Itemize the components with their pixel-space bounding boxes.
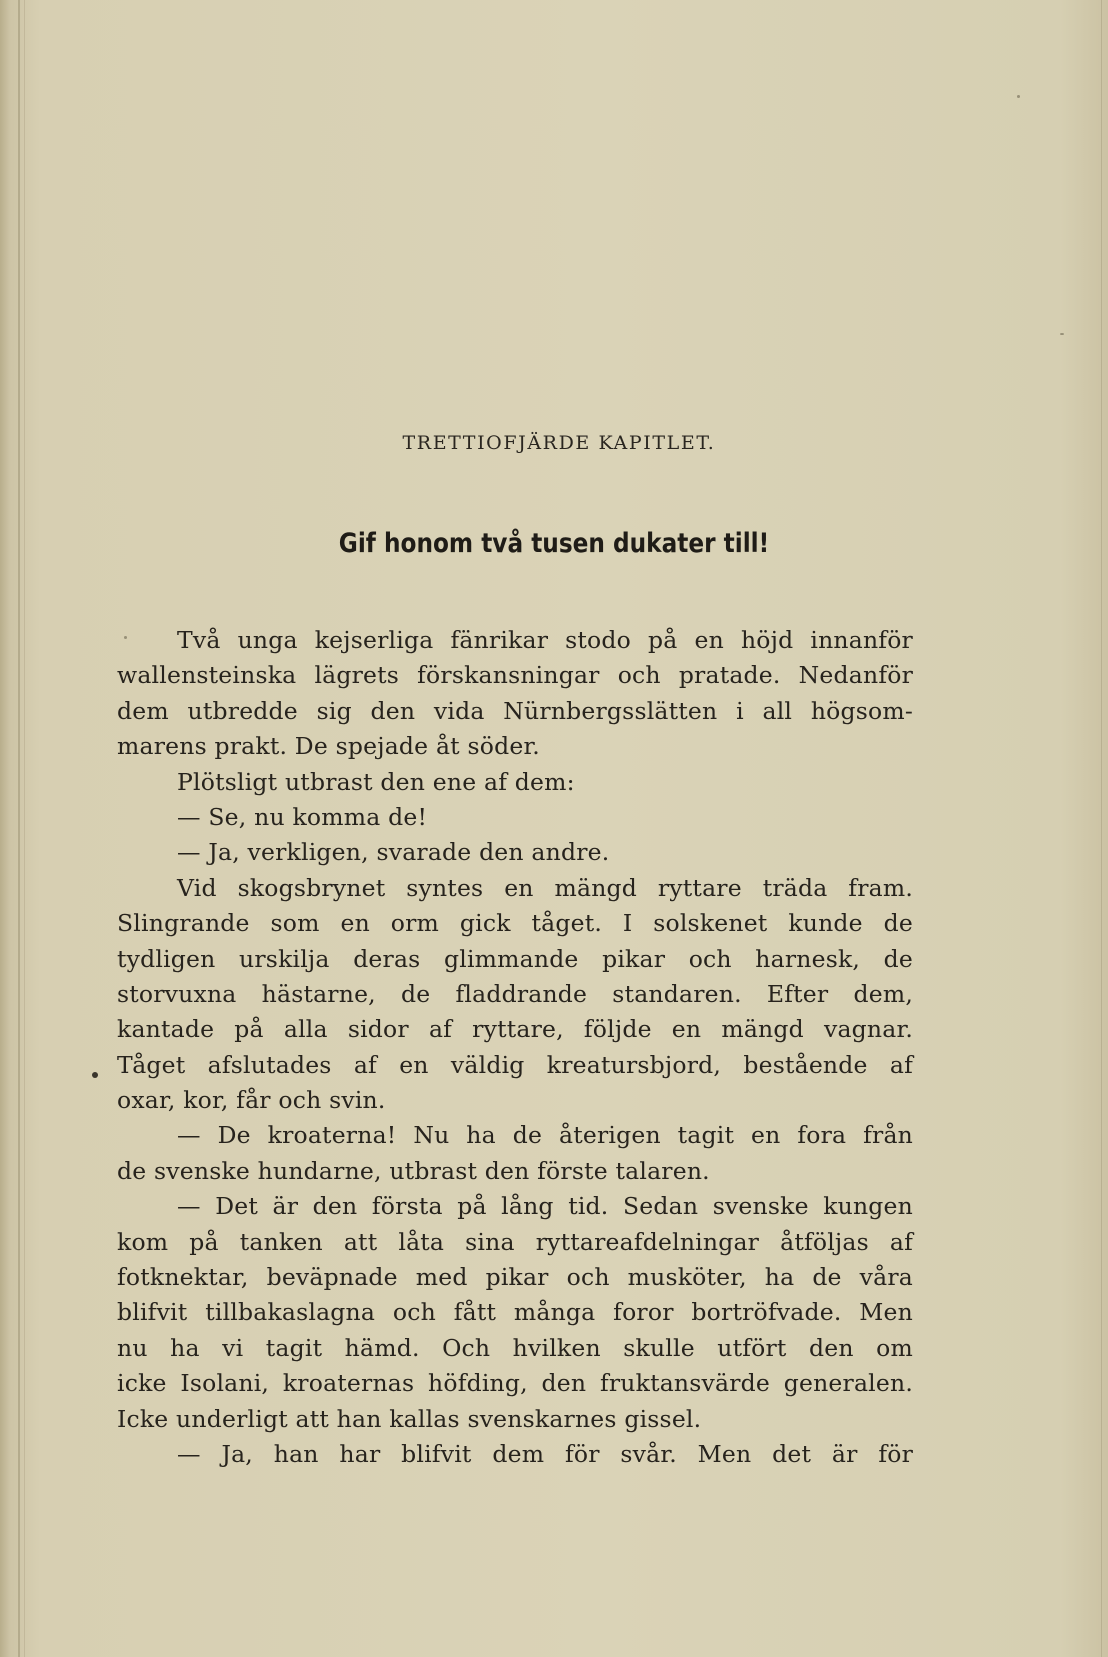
text-line: tydligen urskilja deras glimmande pikar och harnesk, de: [117, 944, 913, 973]
chapter-title: Gif honom två tusen dukater till!: [338, 528, 770, 559]
text-line: — Ja, han har blifvit dem för svår. Men det är för: [177, 1439, 913, 1468]
text-line: oxar, kor, får och svin.: [117, 1086, 386, 1115]
text-line: marens prakt. De spejade åt söder.: [117, 732, 540, 761]
text-line: Plötsligt utbrast den ene af dem:: [177, 767, 575, 796]
text-line: — Ja, verkligen, svarade den andre.: [177, 838, 610, 867]
text-line: — Se, nu komma de!: [177, 802, 428, 831]
text-line: nu ha vi tagit hämd. Och hvilken skulle utfört den om: [117, 1333, 913, 1362]
text-line: de svenske hundarne, utbrast den förste talaren.: [117, 1156, 710, 1185]
text-line: — Det är den första på lång tid. Sedan svenske kungen: [177, 1192, 913, 1221]
text-line: wallensteinska lägrets förskansningar och pratade. Nedanför: [117, 661, 913, 690]
text-line: icke Isolani, kroaternas höfding, den fruktansvärde generalen.: [117, 1369, 913, 1398]
margin-mark: [92, 1072, 98, 1078]
text-line: Två unga kejserliga fänrikar stodo på en höjd innanför: [177, 626, 913, 654]
text-line: storvuxna hästarne, de fladdrande standaren. Efter dem,: [117, 979, 913, 1008]
text-line: fotknektar, beväpnade med pikar och musköter, ha de våra: [117, 1263, 913, 1292]
text-line: — De kroaterna! Nu ha de återigen tagit en fora från: [177, 1121, 913, 1150]
text-line: Vid skogsbrynet syntes en mängd ryttare träda fram.: [177, 873, 913, 902]
page-gutter-shadow: [18, 0, 20, 1657]
body-text: [117, 623, 913, 1472]
text-line: kom på tanken att låta sina ryttareafdelningar åtföljas af: [117, 1227, 913, 1256]
paper-speck: [1017, 95, 1020, 98]
page-right-edge: [1101, 0, 1102, 1657]
chapter-heading: TRETTIOFJÄRDE KAPITLET.: [402, 432, 716, 454]
text-line: Icke underligt att han kallas svenskarnes gissel.: [117, 1404, 702, 1433]
text-line: Slingrande som en orm gick tåget. I solskenet kunde de: [117, 909, 913, 938]
text-line: kantade på alla sidor af ryttare, följde en mängd vagnar.: [117, 1015, 913, 1044]
page-gutter-edge: [24, 0, 25, 1657]
text-line: blifvit tillbakaslagna och fått många foror bortröfvade. Men: [117, 1298, 913, 1327]
text-line: dem utbredde sig den vida Nürnbergsslätten i all högsom-: [117, 696, 913, 725]
paper-speck: [1060, 333, 1064, 335]
text-line: Tåget afslutades af en väldig kreatursbjord, bestående af: [117, 1050, 913, 1079]
